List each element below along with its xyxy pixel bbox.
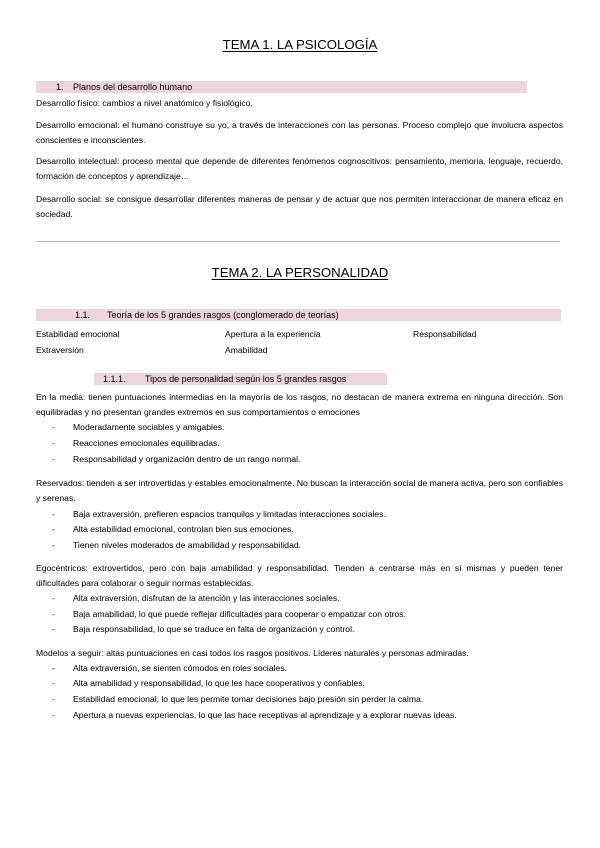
trait-apertura: Apertura a la experiencia <box>225 329 321 339</box>
subsection-title: Tipos de personalidad según los 5 grandes rasgos <box>145 374 347 384</box>
section-number: 1.1. <box>75 310 91 320</box>
list-item: - Alta amabilidad y responsabilidad, lo que les hace cooperativos y confiables. <box>52 678 365 688</box>
bullet-dash: - <box>52 694 55 704</box>
bullet-dash: - <box>52 540 55 550</box>
section-title: Planos del desarrollo humano <box>73 82 193 92</box>
bullet-dash: - <box>52 710 55 720</box>
bullet-dash: - <box>52 609 55 619</box>
list-item: - Estabilidad emocional, lo que les permite tomar decisiones bajo presión sin perder la calma. <box>52 694 424 704</box>
list-item: - Alta extraversión, se sienten cómodos en roles sociales. <box>52 663 287 673</box>
paragraph-social: Desarrollo social: se consigue desarrollar diferentes maneras de pensar y de actuar que nos permiten interaccionar de manera eficaz en sociedad. <box>36 194 563 219</box>
list-item: - Moderadamente sociables y amigables. <box>52 422 225 432</box>
list-item: - Apertura a nuevas experiencias, lo que las hace receptivas al aprendizaje y a explorar nuevas ideas. <box>52 710 457 720</box>
bullet-dash: - <box>52 524 55 534</box>
bullet-dash: - <box>52 454 55 464</box>
type-intro-media: En la media: tienen puntuaciones intermedias en la mayoría de los rasgos, no destacan de manera extrema en ninguna dirección. Son equilibradas y no presentan grandes extremos en sus comportamientos o emociones <box>36 392 563 417</box>
paragraph-intelectual: Desarrollo intelectual: proceso mental que depende de diferentes fenómenos cognoscitivos: pensamiento, memoria, lenguaje, recuerdo, formación de conceptos y aprendizaje… <box>36 156 563 181</box>
tema2-title: TEMA 2. LA PERSONALIDAD <box>211 265 389 280</box>
section-title: Teoría de los 5 grandes rasgos (conglomerado de teorías) <box>107 310 339 320</box>
bullet-dash: - <box>52 422 55 432</box>
type-intro-reservados: Reservados: tienden a ser introvertidas y estables emocionalmente. No buscan la interacción social de manera activa, pero son confiables y serenas. <box>36 478 563 503</box>
type-intro-modelos: Modelos a seguir: altas puntuaciones en casi todos los rasgos positivos. Líderes naturales y personas admiradas. <box>36 648 469 658</box>
list-item: - Alta estabilidad emocional, controlan bien sus emociones. <box>52 524 294 534</box>
list-item: - Alta extraversión, disfrutan de la atención y las interacciones sociales. <box>52 593 340 603</box>
tema1-title: TEMA 1. LA PSICOLOGÍA <box>222 37 378 52</box>
paragraph-emocional: Desarrollo emocional: el humano construye su yo, a través de interacciones con las personas. Proceso complejo que involucra aspectos conscientes e inconscientes. <box>36 120 563 145</box>
subsection-number: 1.1.1. <box>103 374 126 384</box>
list-item: - Tienen niveles moderados de amabilidad y responsabilidad. <box>52 540 302 550</box>
list-item: - Baja amabilidad, lo que puede reflejar dificultades para cooperar o empatizar con otros. <box>52 609 406 619</box>
bullet-dash: - <box>52 509 55 519</box>
bullet-dash: - <box>52 593 55 603</box>
trait-amabilidad: Amabilidad <box>225 345 268 355</box>
bullet-dash: - <box>52 678 55 688</box>
subsection-heading-tipos <box>94 373 387 385</box>
section-heading-planos <box>36 81 527 93</box>
list-item: - Baja responsabilidad, lo que se traduce en falta de organización y control. <box>52 624 355 634</box>
section-heading-teoria <box>36 309 561 321</box>
bullet-dash: - <box>52 438 55 448</box>
trait-responsabilidad: Responsabilidad <box>413 329 477 339</box>
bullet-dash: - <box>52 663 55 673</box>
list-item: - Reacciones emocionales equilibradas. <box>52 438 220 448</box>
trait-extraversion: Extraversión <box>36 345 84 355</box>
bullet-dash: - <box>52 624 55 634</box>
trait-estabilidad: Estabilidad emocional <box>36 329 120 339</box>
section-number: 1. <box>56 82 64 92</box>
list-item: - Baja extraversión, prefieren espacios tranquilos y limitadas interacciones sociales. <box>52 509 386 519</box>
type-intro-egocentricos: Egocéntricos: extrovertidos, pero con baja amabilidad y responsabilidad. Tienden a centrarse más en sí mismas y pueden tener dificultades para colaborar o seguir normas establecidas. <box>36 563 563 588</box>
paragraph-fisico: Desarrollo físico: cambios a nivel anatómico y fisiológico. <box>36 98 253 108</box>
list-item: - Responsabilidad y organización dentro de un rango normal. <box>52 454 301 464</box>
horizontal-divider <box>36 241 560 242</box>
